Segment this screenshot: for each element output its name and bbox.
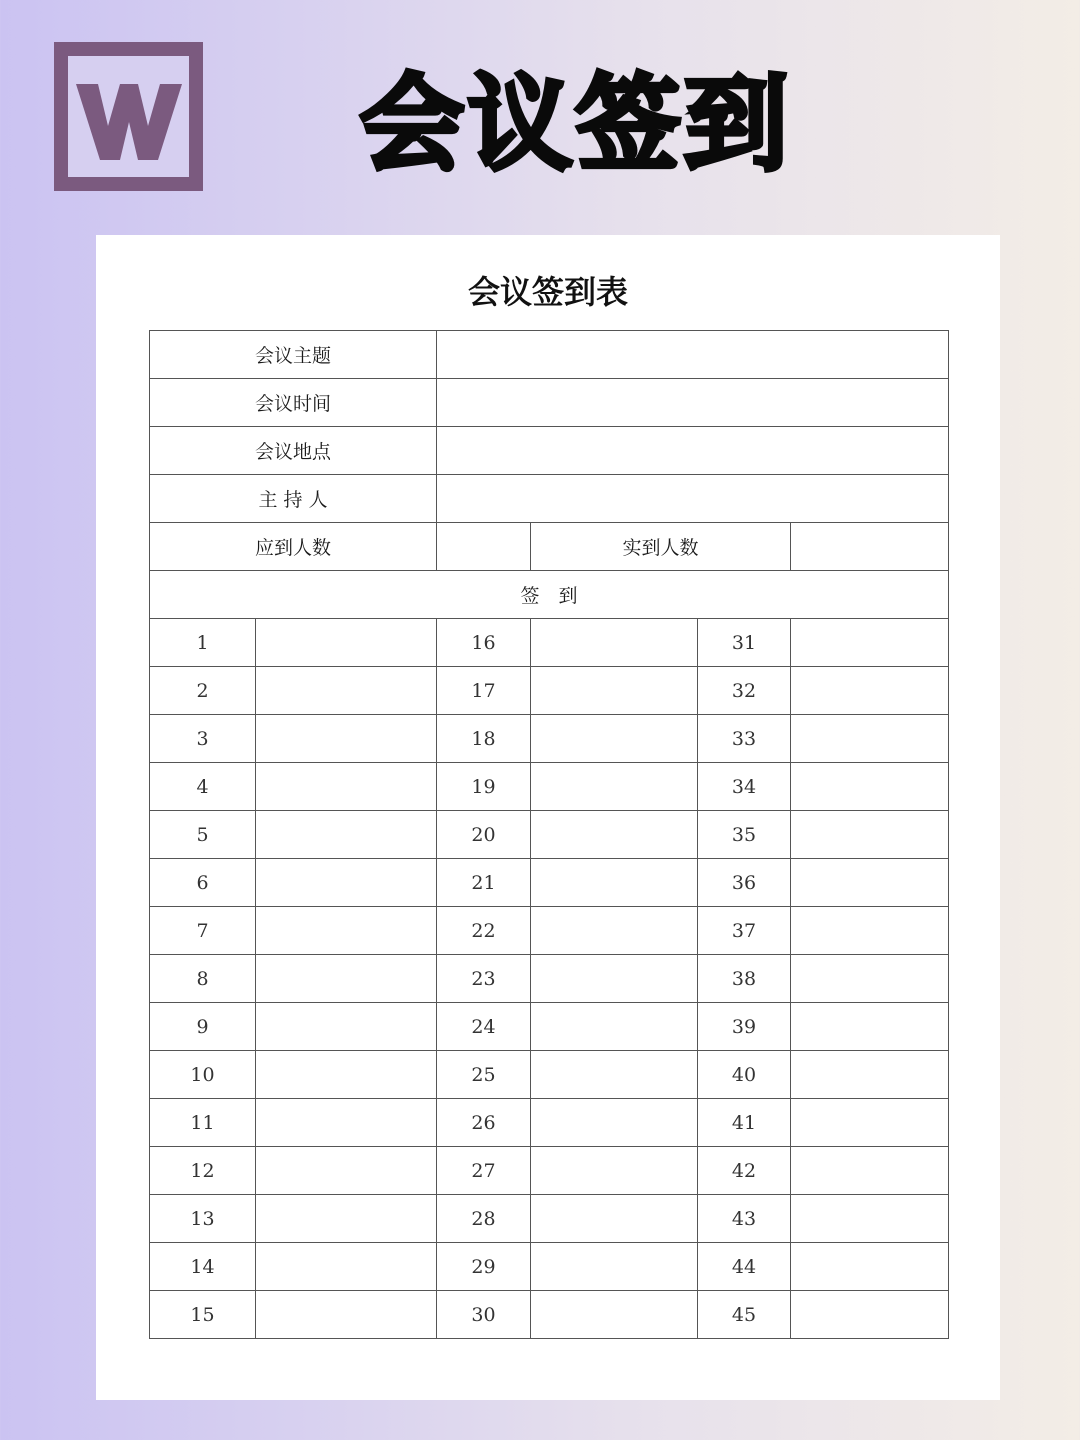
signature-field[interactable] bbox=[256, 859, 437, 907]
row-number: 38 bbox=[698, 955, 791, 1003]
row-number: 39 bbox=[698, 1003, 791, 1051]
banner-title: 会议签到 bbox=[360, 63, 793, 185]
time-field[interactable] bbox=[437, 379, 949, 427]
row-number: 16 bbox=[437, 619, 531, 667]
expected-count-label: 应到人数 bbox=[150, 523, 437, 571]
row-number: 30 bbox=[437, 1291, 531, 1339]
row-number: 25 bbox=[437, 1051, 531, 1099]
signature-field[interactable] bbox=[256, 1291, 437, 1339]
host-field[interactable] bbox=[437, 475, 949, 523]
info-row-host bbox=[150, 475, 949, 523]
signature-field[interactable] bbox=[531, 859, 698, 907]
signature-field[interactable] bbox=[791, 1291, 949, 1339]
row-number: 14 bbox=[150, 1243, 256, 1291]
actual-count-label: 实到人数 bbox=[531, 523, 791, 571]
signature-field[interactable] bbox=[256, 1051, 437, 1099]
signature-field[interactable] bbox=[256, 715, 437, 763]
info-row-location bbox=[150, 427, 949, 475]
signature-field[interactable] bbox=[256, 907, 437, 955]
location-field[interactable] bbox=[437, 427, 949, 475]
word-logo-icon bbox=[54, 42, 203, 191]
info-row-time bbox=[150, 379, 949, 427]
row-number: 41 bbox=[698, 1099, 791, 1147]
signature-field[interactable] bbox=[531, 763, 698, 811]
signin-row bbox=[150, 811, 949, 859]
row-number: 29 bbox=[437, 1243, 531, 1291]
signature-field[interactable] bbox=[256, 619, 437, 667]
row-number: 5 bbox=[150, 811, 256, 859]
signature-field[interactable] bbox=[531, 907, 698, 955]
signature-field[interactable] bbox=[791, 859, 949, 907]
signin-row bbox=[150, 1243, 949, 1291]
row-number: 20 bbox=[437, 811, 531, 859]
signature-field[interactable] bbox=[256, 1003, 437, 1051]
signin-rows bbox=[150, 619, 949, 1339]
signin-row bbox=[150, 667, 949, 715]
row-number: 31 bbox=[698, 619, 791, 667]
row-number: 12 bbox=[150, 1147, 256, 1195]
signature-field[interactable] bbox=[531, 1003, 698, 1051]
row-number: 6 bbox=[150, 859, 256, 907]
row-number: 21 bbox=[437, 859, 531, 907]
row-number: 8 bbox=[150, 955, 256, 1003]
signature-field[interactable] bbox=[256, 1099, 437, 1147]
signature-field[interactable] bbox=[531, 811, 698, 859]
signature-field[interactable] bbox=[531, 667, 698, 715]
signature-field[interactable] bbox=[256, 763, 437, 811]
signin-row bbox=[150, 1003, 949, 1051]
signin-row bbox=[150, 1291, 949, 1339]
signature-field[interactable] bbox=[531, 1099, 698, 1147]
signature-field[interactable] bbox=[531, 715, 698, 763]
row-number: 43 bbox=[698, 1195, 791, 1243]
row-number: 19 bbox=[437, 763, 531, 811]
row-number: 42 bbox=[698, 1147, 791, 1195]
sheet-title: 会议签到表 bbox=[467, 273, 628, 311]
signature-field[interactable] bbox=[531, 1243, 698, 1291]
row-number: 3 bbox=[150, 715, 256, 763]
row-number: 7 bbox=[150, 907, 256, 955]
row-number: 33 bbox=[698, 715, 791, 763]
signature-field[interactable] bbox=[791, 955, 949, 1003]
signature-field[interactable] bbox=[256, 1147, 437, 1195]
row-number: 24 bbox=[437, 1003, 531, 1051]
row-number: 36 bbox=[698, 859, 791, 907]
signature-field[interactable] bbox=[791, 1243, 949, 1291]
row-number: 10 bbox=[150, 1051, 256, 1099]
signature-field[interactable] bbox=[791, 1147, 949, 1195]
signin-section-header: 签 到 bbox=[150, 571, 949, 619]
row-number: 26 bbox=[437, 1099, 531, 1147]
row-number: 13 bbox=[150, 1195, 256, 1243]
signature-field[interactable] bbox=[791, 811, 949, 859]
row-number: 4 bbox=[150, 763, 256, 811]
signature-field[interactable] bbox=[791, 1099, 949, 1147]
host-label: 主 持 人 bbox=[150, 475, 437, 523]
row-number: 27 bbox=[437, 1147, 531, 1195]
row-number: 35 bbox=[698, 811, 791, 859]
row-number: 17 bbox=[437, 667, 531, 715]
row-number: 45 bbox=[698, 1291, 791, 1339]
time-label: 会议时间 bbox=[150, 379, 437, 427]
row-number: 15 bbox=[150, 1291, 256, 1339]
row-number: 23 bbox=[437, 955, 531, 1003]
signature-field[interactable] bbox=[531, 619, 698, 667]
row-number: 1 bbox=[150, 619, 256, 667]
signature-field[interactable] bbox=[531, 1051, 698, 1099]
row-number: 32 bbox=[698, 667, 791, 715]
info-row-topic bbox=[150, 331, 949, 379]
row-number: 28 bbox=[437, 1195, 531, 1243]
signature-field[interactable] bbox=[791, 1003, 949, 1051]
signature-field[interactable] bbox=[531, 1147, 698, 1195]
signin-header-row bbox=[150, 571, 949, 619]
signin-row bbox=[150, 859, 949, 907]
row-number: 37 bbox=[698, 907, 791, 955]
signature-field[interactable] bbox=[531, 955, 698, 1003]
signin-row bbox=[150, 1195, 949, 1243]
signature-field[interactable] bbox=[256, 667, 437, 715]
expected-count-field[interactable] bbox=[437, 523, 531, 571]
signin-row bbox=[150, 1147, 949, 1195]
signature-field[interactable] bbox=[791, 715, 949, 763]
signature-field[interactable] bbox=[791, 1051, 949, 1099]
signin-row bbox=[150, 1099, 949, 1147]
signature-field[interactable] bbox=[531, 1195, 698, 1243]
attendance-row bbox=[150, 523, 949, 571]
signin-row bbox=[150, 763, 949, 811]
topic-label: 会议主题 bbox=[150, 331, 437, 379]
row-number: 44 bbox=[698, 1243, 791, 1291]
signature-field[interactable] bbox=[256, 811, 437, 859]
signin-row bbox=[150, 715, 949, 763]
signin-row bbox=[150, 955, 949, 1003]
signature-field[interactable] bbox=[791, 667, 949, 715]
signature-field[interactable] bbox=[791, 619, 949, 667]
row-number: 18 bbox=[437, 715, 531, 763]
signature-field[interactable] bbox=[791, 763, 949, 811]
signin-row bbox=[150, 1051, 949, 1099]
row-number: 34 bbox=[698, 763, 791, 811]
topic-field[interactable] bbox=[437, 331, 949, 379]
location-label: 会议地点 bbox=[150, 427, 437, 475]
actual-count-field[interactable] bbox=[791, 523, 949, 571]
row-number: 22 bbox=[437, 907, 531, 955]
signin-row bbox=[150, 619, 949, 667]
signature-field[interactable] bbox=[531, 1291, 698, 1339]
row-number: 11 bbox=[150, 1099, 256, 1147]
row-number: 40 bbox=[698, 1051, 791, 1099]
row-number: 2 bbox=[150, 667, 256, 715]
signature-field[interactable] bbox=[256, 955, 437, 1003]
signature-field[interactable] bbox=[256, 1195, 437, 1243]
row-number: 9 bbox=[150, 1003, 256, 1051]
signature-field[interactable] bbox=[791, 907, 949, 955]
sign-in-table bbox=[149, 330, 949, 1339]
signature-field[interactable] bbox=[791, 1195, 949, 1243]
signin-row bbox=[150, 907, 949, 955]
signature-field[interactable] bbox=[256, 1243, 437, 1291]
